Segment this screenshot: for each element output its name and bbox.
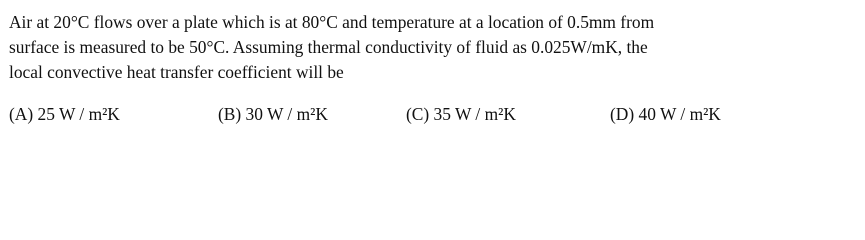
option-c xyxy=(406,101,516,127)
option-b-label: (B) xyxy=(218,104,242,124)
option-d-value: 40 W / m²K xyxy=(638,104,721,124)
option-a xyxy=(9,101,120,127)
question-text xyxy=(9,10,859,85)
option-d-label: (D) xyxy=(610,104,635,124)
option-d xyxy=(610,101,721,127)
option-b-value: 30 W / m²K xyxy=(245,104,328,124)
option-c-label: (C) xyxy=(406,104,430,124)
question-line-1: Air at 20°C flows over a plate which is at 80°C and temperature at a location of 0.5mm from xyxy=(9,12,655,32)
option-a-value: 25 W / m²K xyxy=(37,104,120,124)
question-line-3: local convective heat transfer coefficient will be xyxy=(9,62,344,82)
question-line-2: surface is measured to be 50°C. Assuming thermal conductivity of fluid as 0.025W/mK, the xyxy=(9,37,648,57)
option-c-value: 35 W / m²K xyxy=(433,104,516,124)
option-b xyxy=(218,101,328,127)
answer-options xyxy=(0,101,865,127)
option-a-label: (A) xyxy=(9,104,34,124)
